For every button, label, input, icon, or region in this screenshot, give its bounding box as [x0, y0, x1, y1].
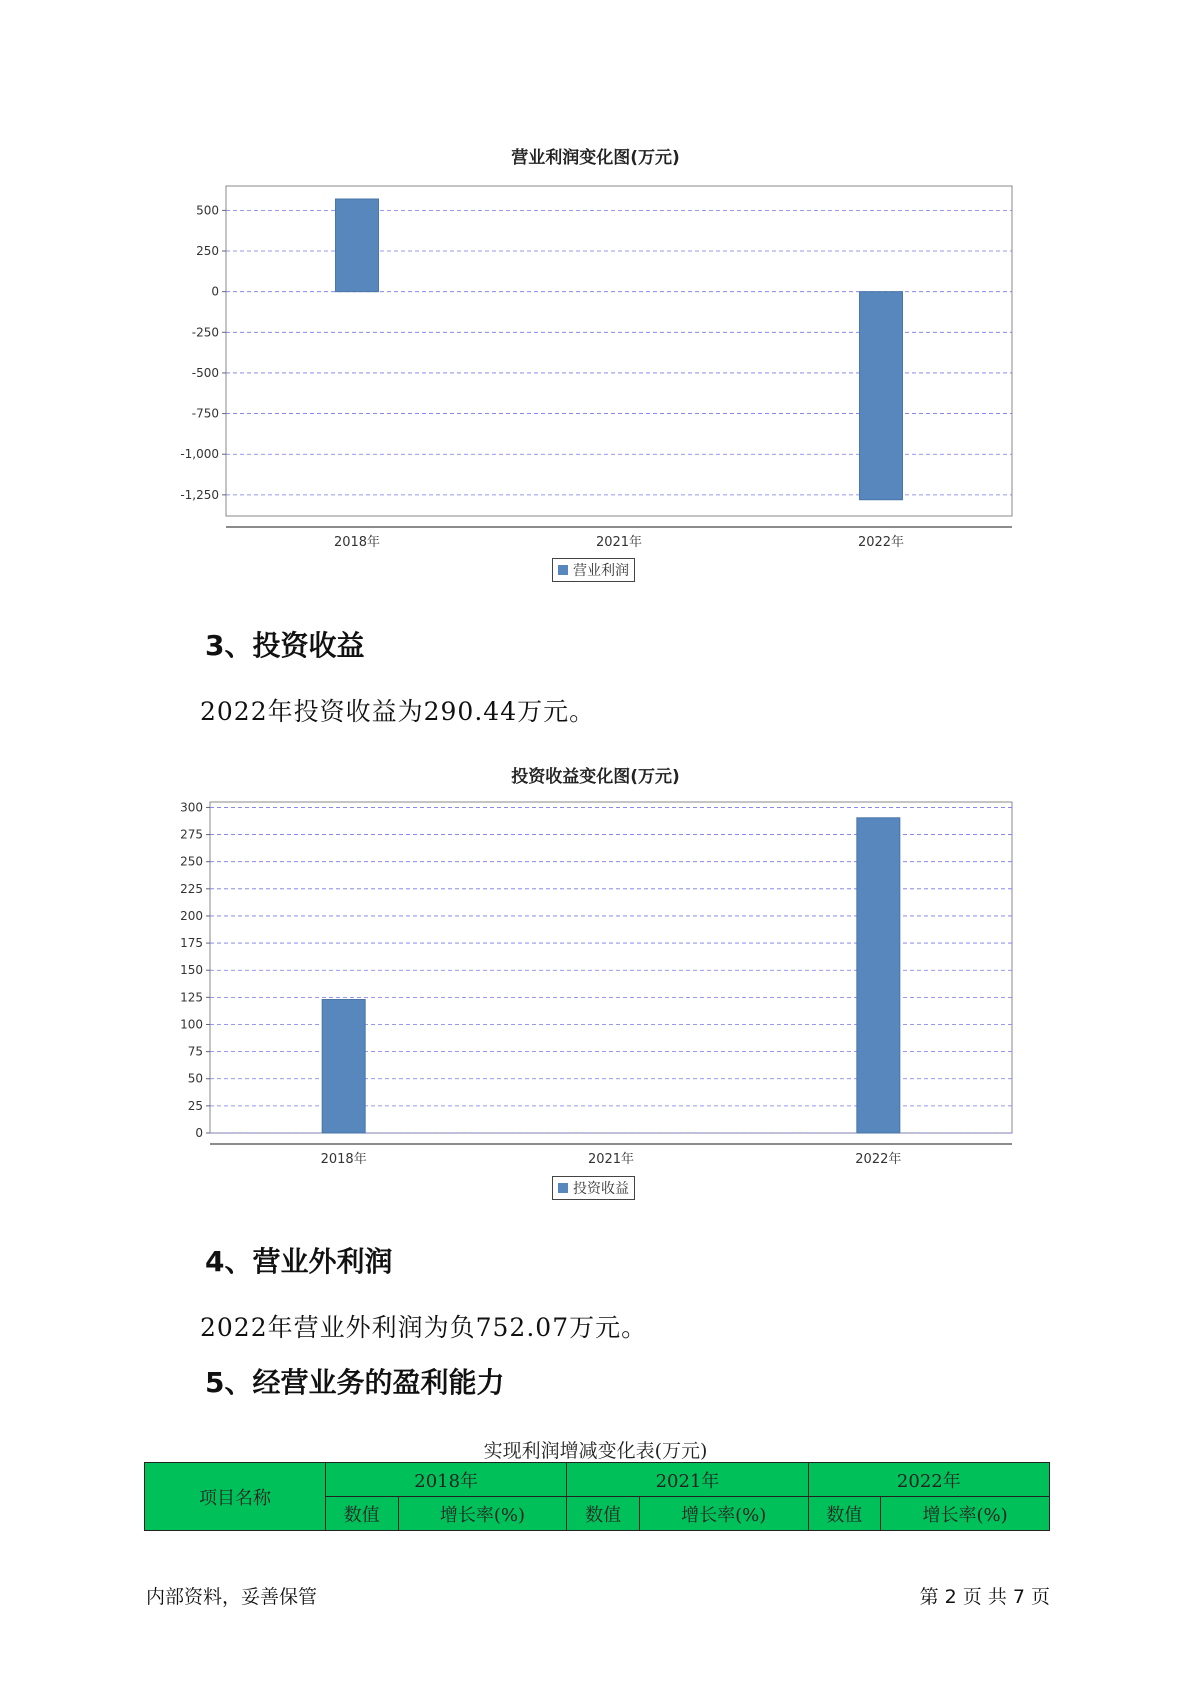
y-tick-label: -750 — [191, 406, 219, 421]
footer-page-number: 第 2 页 共 7 页 — [919, 1586, 1050, 1608]
table-subheader-growth: 增长率(%) — [881, 1497, 1050, 1531]
y-tick-label: 100 — [180, 1017, 203, 1032]
chart2-legend — [552, 1176, 635, 1200]
x-tick-label: 2021年 — [587, 1152, 635, 1167]
chart2-title: 投资收益变化图(万元) — [511, 767, 680, 787]
table-subheader-value: 数值 — [326, 1497, 399, 1531]
section3-heading: 3、投资收益 — [205, 629, 365, 662]
section4-text: 2022年营业外利润为负752.07万元。 — [200, 1313, 648, 1342]
y-tick-label: 75 — [187, 1044, 203, 1059]
section5-heading: 5、经营业务的盈利能力 — [205, 1366, 505, 1399]
y-tick-label: 250 — [180, 854, 203, 869]
table-subheader-growth: 增长率(%) — [639, 1497, 808, 1531]
section3-text: 2022年投资收益为290.44万元。 — [200, 697, 596, 726]
section4-heading: 4、营业外利润 — [205, 1245, 393, 1278]
table-header-year: 2021年 — [567, 1463, 808, 1497]
y-tick-label: 250 — [196, 244, 219, 259]
table-header-year: 2022年 — [808, 1463, 1049, 1497]
y-tick-label: 225 — [180, 881, 203, 896]
x-tick-label: 2021年 — [595, 535, 643, 550]
y-tick-label: -500 — [191, 365, 219, 380]
legend-swatch — [558, 1183, 568, 1193]
y-tick-label: 50 — [187, 1071, 203, 1086]
y-tick-label: 25 — [187, 1098, 203, 1113]
y-tick-label: 150 — [180, 963, 203, 978]
table-header-item: 项目名称 — [145, 1463, 326, 1531]
chart2-legend-label: 投资收益 — [573, 1181, 629, 1197]
y-tick-label: 500 — [196, 203, 219, 218]
chart1-legend-label: 营业利润 — [573, 563, 629, 579]
y-tick-label: 300 — [180, 800, 203, 815]
table-caption: 实现利润增减变化表(万元) — [483, 1440, 708, 1462]
y-tick-label: 275 — [180, 827, 203, 842]
y-tick-label: 0 — [195, 1126, 203, 1140]
x-tick-label: 2018年 — [333, 535, 381, 550]
table-subheader-value: 数值 — [808, 1497, 881, 1531]
y-tick-label: 175 — [180, 936, 203, 951]
profit-change-table — [144, 1462, 1050, 1531]
x-tick-label: 2022年 — [857, 535, 905, 550]
table-subheader-growth: 增长率(%) — [398, 1497, 567, 1531]
table-subheader-value: 数值 — [567, 1497, 640, 1531]
y-tick-label: 0 — [211, 284, 219, 299]
footer-confidential: 内部资料，妥善保管 — [146, 1586, 318, 1608]
x-tick-label: 2018年 — [320, 1152, 367, 1167]
x-tick-label: 2022年 — [855, 1152, 902, 1167]
y-tick-label: 200 — [180, 908, 203, 923]
bar-2018年 — [322, 1000, 365, 1133]
y-tick-label: 125 — [180, 990, 203, 1005]
bar-2022年 — [857, 818, 900, 1133]
y-tick-label: -1,250 — [180, 487, 219, 502]
table-header-year: 2018年 — [326, 1463, 567, 1497]
y-tick-label: -250 — [191, 325, 219, 340]
y-tick-label: -1,000 — [180, 447, 219, 462]
chart1-title: 营业利润变化图(万元) — [511, 148, 680, 168]
